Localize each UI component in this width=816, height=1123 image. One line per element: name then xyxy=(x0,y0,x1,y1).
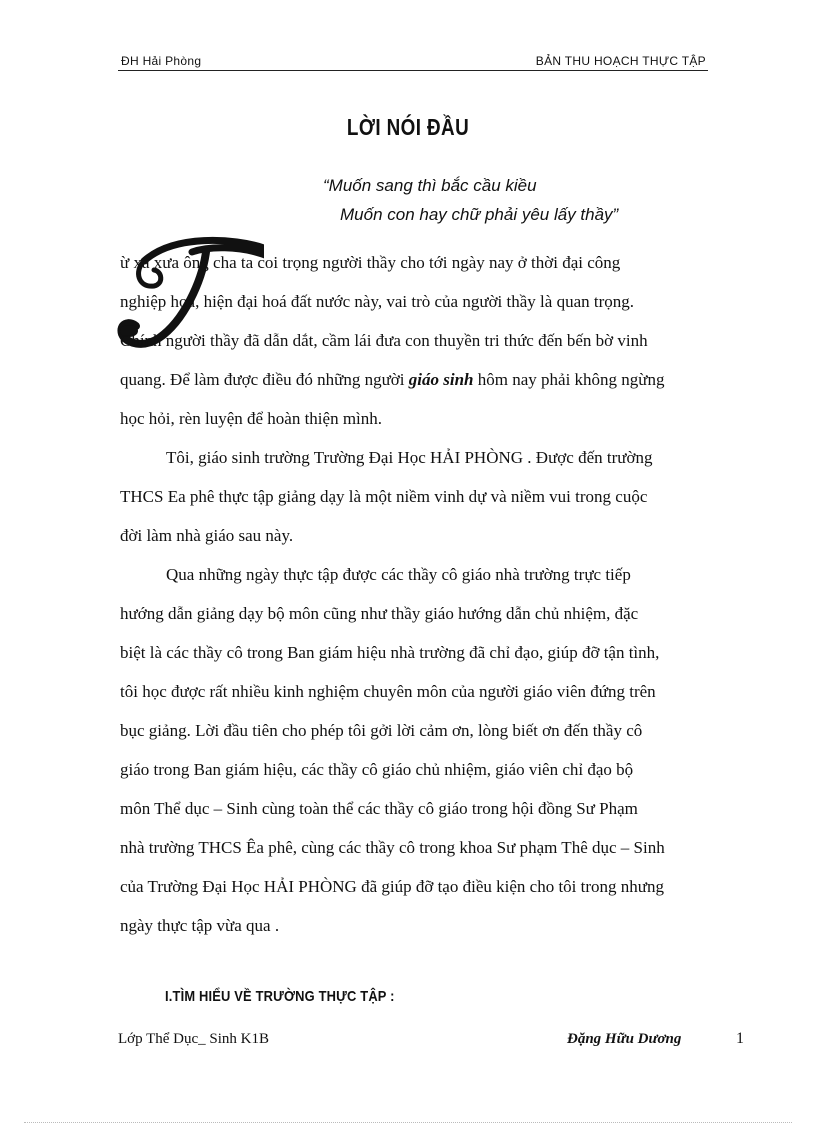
text-line: đời làm nhà giáo sau này. xyxy=(120,526,294,545)
page-number: 1 xyxy=(736,1030,744,1047)
emphasis-giao-sinh: giáo sinh xyxy=(408,370,474,389)
quote-line-2: Muốn con hay chữ phải yêu lấy thầy” xyxy=(340,205,619,224)
text-span: hôm nay phải không ngừng xyxy=(473,370,665,389)
header-rule xyxy=(118,70,708,71)
footer-author: Đặng Hữu Dương xyxy=(567,1031,682,1047)
section-heading: I.TÌM HIỂU VỀ TRƯỜNG THỰC TẬP : xyxy=(165,988,395,1005)
text-line: Qua những ngày thực tập được các thầy cô giáo nhà trường trực tiếp xyxy=(166,565,631,584)
text-line xyxy=(120,360,745,399)
header-school: ĐH Hải Phòng xyxy=(121,54,202,68)
paragraph-thanks xyxy=(120,555,745,945)
text-line: học hỏi, rèn luyện để hoàn thiện mình. xyxy=(120,409,383,428)
text-line: bục giảng. Lời đầu tiên cho phép tôi gởi lời cảm ơn, lòng biết ơn đến thầy cô xyxy=(120,721,643,740)
text-line: ừ xa xưa ông cha ta coi trọng người thầy cho tới ngày nay ở thời đại công xyxy=(120,253,621,272)
text-span: quang. Để làm được điều đó những người xyxy=(120,370,409,389)
page-title: LỜI NÓI ĐẦU xyxy=(346,114,470,140)
text-line: hướng dẫn giảng dạy bộ môn cũng như thầy giáo hướng dẫn chủ nhiệm, đặc xyxy=(120,604,639,623)
text-line: nghiệp hoá, hiện đại hoá đất nước này, vai trò của người thầy là quan trọng. xyxy=(120,292,634,311)
paragraph-student xyxy=(120,438,745,555)
footer-class: Lớp Thể Dục_ Sinh K1B xyxy=(118,1031,269,1047)
text-line: tôi học được rất nhiều kinh nghiệm chuyên môn của người giáo viên đứng trên xyxy=(120,682,656,701)
header-doc-title: BẢN THU HOẠCH THỰC TẬP xyxy=(535,54,706,68)
quote-line-1: “Muốn sang thì bắc cầu kiều xyxy=(323,176,537,195)
text-line: nhà trường THCS Êa phê, cùng các thầy cô trong khoa Sư phạm Thê dục – Sinh xyxy=(120,838,665,857)
body-text xyxy=(120,243,745,945)
text-line: Chính người thầy đã dẫn dắt, cầm lái đưa con thuyền tri thức đến bến bờ vinh xyxy=(120,331,648,350)
text-line: biệt là các thầy cô trong Ban giám hiệu nhà trường đã chỉ đạo, giúp đỡ tận tình, xyxy=(120,643,660,662)
text-line: môn Thể dục – Sinh cùng toàn thể các thầy cô giáo trong hội đồng Sư Phạm xyxy=(120,799,638,818)
paragraph-intro xyxy=(120,243,745,438)
text-line: Tôi, giáo sinh trường Trường Đại Học HẢI PHÒNG . Được đến trường xyxy=(166,448,653,467)
text-line: của Trường Đại Học HẢI PHÒNG đã giúp đỡ tạo điều kiện cho tôi trong nhưng xyxy=(120,877,664,896)
text-line: ngày thực tập vừa qua . xyxy=(120,916,280,935)
text-line: THCS Ea phê thực tập giảng dạy là một niềm vinh dự và niềm vui trong cuộc xyxy=(120,487,648,506)
text-line: giáo trong Ban giám hiệu, các thầy cô giáo chủ nhiệm, giáo viên chỉ đạo bộ xyxy=(120,760,634,779)
